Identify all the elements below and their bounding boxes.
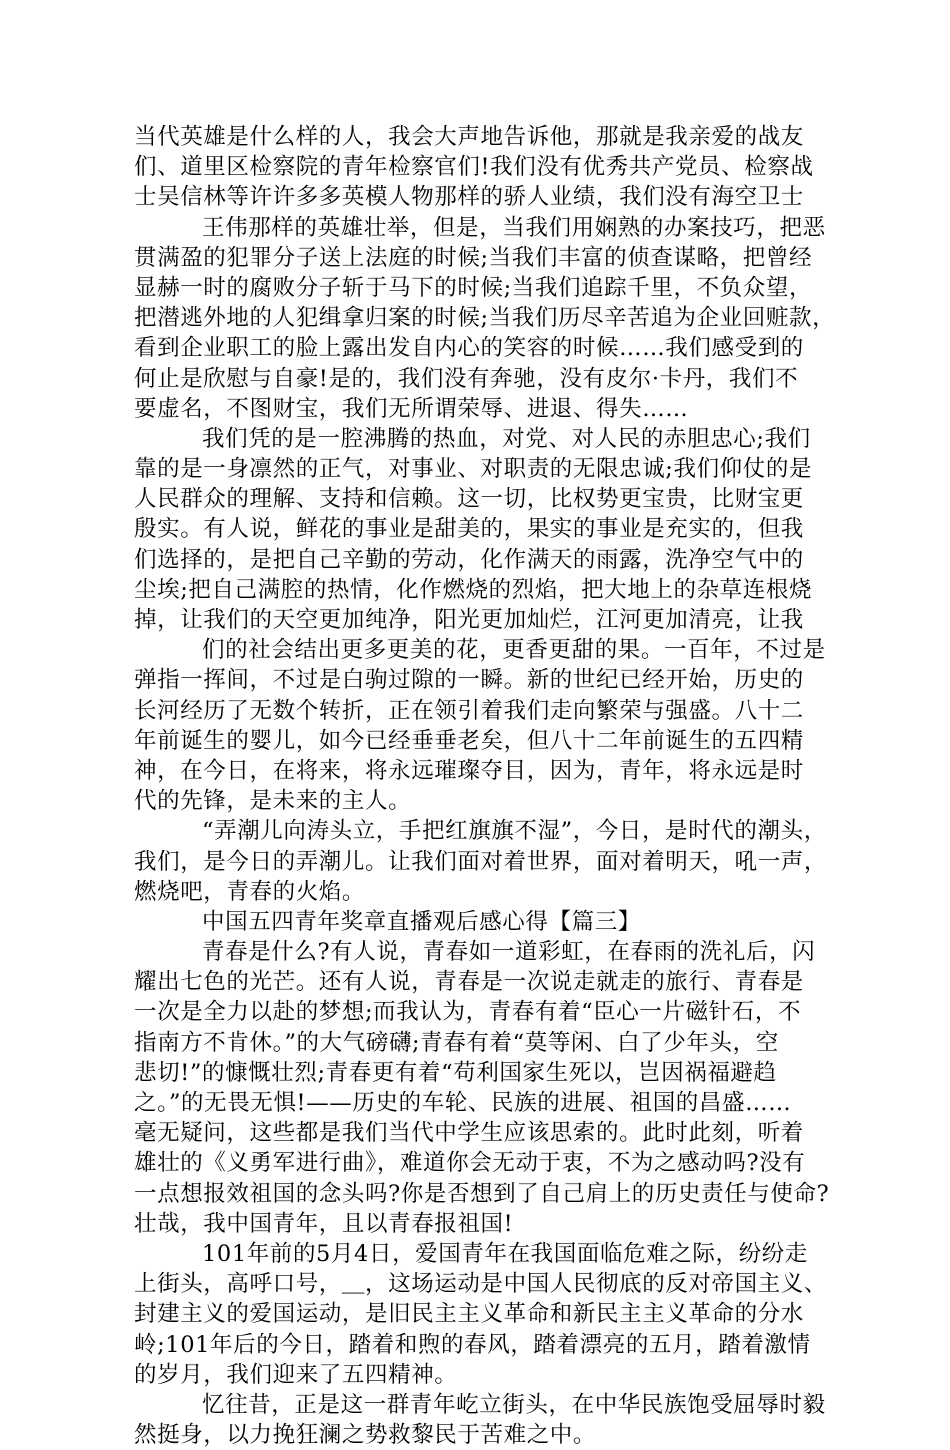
text-line: 雄壮的《义勇军进行曲》，难道你会无动于衷，不为之感动吗?没有 [134, 1150, 806, 1177]
text-line: 一次是全力以赴的梦想;而我认为，青春有着“臣心一片磁针石，不 [134, 999, 802, 1026]
text-line: 看到企业职工的脸上露出发自内心的笑容的时候……我们感受到的 [134, 335, 804, 362]
text-line: 的岁月，我们迎来了五四精神。 [134, 1361, 458, 1388]
text-line: 耀出七色的光芒。还有人说，青春是一次说走就走的旅行、青春是 [134, 969, 804, 996]
text-line: 何止是欣慰与自豪!是的，我们没有奔驰，没有皮尔·卡丹，我们不 [134, 365, 799, 392]
text-line: 中国五四青年奖章直播观后感心得【篇三】 [202, 908, 641, 935]
text-line: 壮哉，我中国青年，且以青春报祖国! [134, 1210, 514, 1237]
text-line: 们、道里区检察院的青年检察官们!我们没有优秀共产党员、检察战 [134, 154, 814, 181]
text-line: 我们，是今日的弄潮儿。让我们面对着世界，面对着明天，吼一声， [134, 848, 828, 875]
text-line: 王伟那样的英雄壮举，但是，当我们用娴熟的办案技巧，把恶 [202, 214, 826, 241]
text-line: 们选择的，是把自己辛勤的劳动，化作满天的雨露，洗净空气中的 [134, 546, 804, 573]
text-line: 一点想报效祖国的念头吗?你是否想到了自己肩上的历史责任与使命? [134, 1180, 830, 1207]
text-line: 悲切!”的慷慨壮烈;青春更有着“苟利国家生死以，岂因祸福避趋 [134, 1059, 777, 1086]
text-line: 燃烧吧，青春的火焰。 [134, 878, 366, 905]
text-line: 然挺身，以力挽狂澜之势救黎民于苦难之中。 [134, 1422, 597, 1449]
text-line: 掉，让我们的天空更加纯净，阳光更加灿烂，江河更加清亮，让我 [134, 607, 804, 633]
text-line: 岭;101年后的今日，踏着和煦的春风，踏着漂亮的五月，踏着激情 [134, 1331, 811, 1358]
text-line: 之。”的无畏无惧!——历史的车轮、民族的进展、祖国的昌盛…… [134, 1090, 792, 1116]
article-body [134, 122, 836, 1450]
text-line: 代的先锋，是未来的主人。 [134, 788, 412, 815]
text-line: 当代英雄是什么样的人，我会大声地告诉他，那就是我亲爱的战友 [134, 124, 804, 150]
text-line: 年前诞生的婴儿，如今已经垂垂老矣，但八十二年前诞生的五四精 [134, 727, 804, 754]
text-line: 青春是什么?有人说，青春如一道彩虹，在春雨的洗礼后，闪 [202, 939, 816, 966]
text-line: 毫无疑问，这些都是我们当代中学生应该思索的。此时此刻，听着 [134, 1120, 804, 1147]
text-line: 们的社会结出更多更美的花，更香更甜的果。一百年，不过是 [202, 637, 826, 664]
text-line: 长河经历了无数个转折，正在领引着我们走向繁荣与强盛。八十二 [134, 697, 804, 724]
text-line: 要虚名，不图财宝，我们无所谓荣辱、进退、得失…… [134, 395, 689, 422]
text-line: “弄潮儿向涛头立，手把红旗旗不湿”，今日，是时代的潮头， [202, 818, 827, 845]
text-line: 忆往昔，正是这一群青年屹立街头，在中华民族饱受屈辱时毅 [202, 1391, 826, 1418]
text-line: 尘埃;把自己满腔的热情，化作燃烧的烈焰，把大地上的杂草连根烧 [134, 576, 813, 603]
text-line: 我们凭的是一腔沸腾的热血，对党、对人民的赤胆忠心;我们 [202, 425, 811, 452]
text-line: 神，在今日，在将来，将永远璀璨夺目，因为，青年，将永远是时 [134, 757, 804, 784]
text-line: 士吴信林等许许多多英模人物那样的骄人业绩，我们没有海空卫士 [134, 184, 804, 211]
text-line: 殷实。有人说，鲜花的事业是甜美的，果实的事业是充实的，但我 [134, 516, 804, 543]
text-line: 封建主义的爱国运动，是旧民主主义革命和新民主主义革命的分水 [134, 1301, 804, 1328]
text-line: 101年前的5月4日，爱国青年在我国面临危难之际，纷纷走 [202, 1240, 808, 1267]
text-line: 显赫一时的腐败分子斩于马下的时候;当我们追踪千里，不负众望， [134, 274, 813, 301]
text-line: 弹指一挥间，不过是白驹过隙的一瞬。新的世纪已经开始，历史的 [134, 667, 804, 694]
text-line: 靠的是一身凛然的正气，对事业、对职责的无限忠诚;我们仰仗的是 [134, 456, 813, 483]
text-line: 贯满盈的犯罪分子送上法庭的时候;当我们丰富的侦查谋略，把曾经 [134, 244, 813, 271]
text-line: 指南方不肯休。”的大气磅礴;青春有着“莫等闲、白了少年头，空 [134, 1029, 779, 1056]
text-line: 上街头，高呼口号，＿，这场运动是中国人民彻底的反对帝国主义、 [134, 1271, 828, 1298]
text-line: 人民群众的理解、支持和信赖。这一切，比权势更宝贵，比财宝更 [134, 486, 804, 513]
text-line: 把潜逃外地的人犯缉拿归案的时候;当我们历尽辛苦追为企业回赃款， [134, 305, 836, 332]
